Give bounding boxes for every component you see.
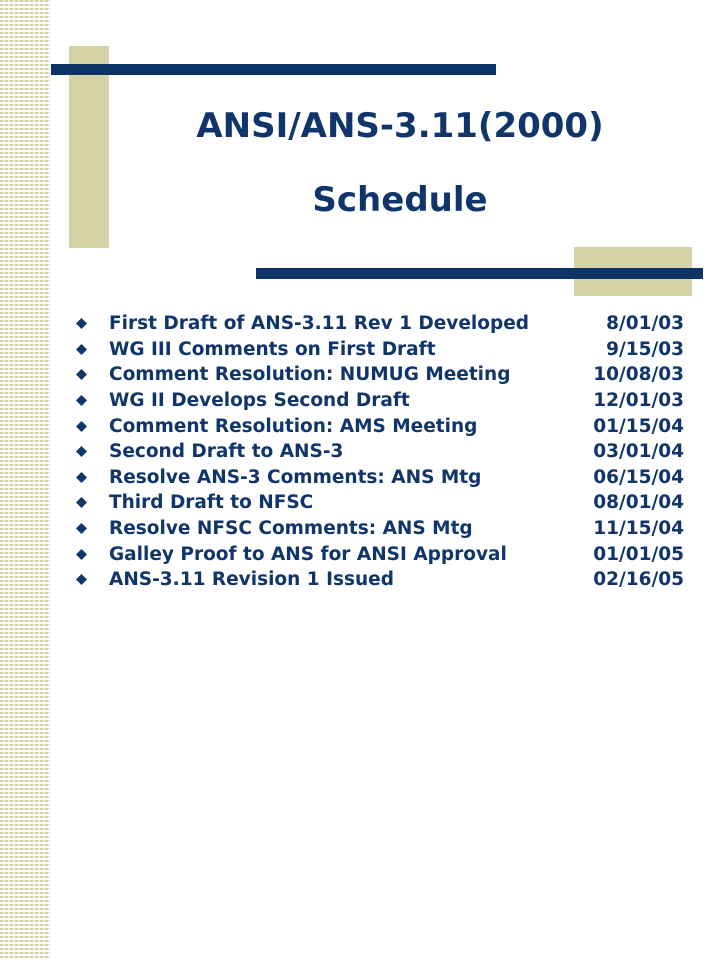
decorative-stripe-band xyxy=(0,0,50,960)
schedule-date: 08/01/04 xyxy=(593,492,684,514)
schedule-task: Third Draft to NFSC xyxy=(109,492,314,514)
diamond-bullet-icon xyxy=(76,395,87,406)
diamond-bullet-icon xyxy=(76,574,87,585)
schedule-task: WG II Develops Second Draft xyxy=(109,390,410,412)
diamond-bullet-icon xyxy=(76,523,87,534)
schedule-date: 02/16/05 xyxy=(593,569,684,591)
schedule-date: 12/01/03 xyxy=(593,390,684,412)
diamond-bullet-icon xyxy=(76,549,87,560)
schedule-item xyxy=(70,362,690,388)
schedule-date: 10/08/03 xyxy=(593,364,684,386)
schedule-date: 03/01/04 xyxy=(593,441,684,463)
diamond-bullet-icon xyxy=(76,421,87,432)
schedule-task: Galley Proof to ANS for ANSI Approval xyxy=(109,543,507,565)
schedule-task: ANS-3.11 Revision 1 Issued xyxy=(109,569,394,591)
schedule-task: Comment Resolution: NUMUG Meeting xyxy=(109,364,511,386)
schedule-item xyxy=(70,465,690,491)
schedule-item xyxy=(70,490,690,516)
schedule-item xyxy=(70,516,690,542)
schedule-list xyxy=(70,311,690,593)
schedule-item xyxy=(70,541,690,567)
schedule-date: 06/15/04 xyxy=(593,466,684,488)
schedule-task: First Draft of ANS-3.11 Rev 1 Developed xyxy=(109,313,529,335)
decorative-block-top xyxy=(69,46,109,248)
diamond-bullet-icon xyxy=(76,344,87,355)
schedule-task: Resolve NFSC Comments: ANS Mtg xyxy=(109,518,473,540)
slide-title: ANSI/ANS-3.11(2000) xyxy=(196,106,604,146)
diamond-bullet-icon xyxy=(76,318,87,329)
schedule-task: Second Draft to ANS-3 xyxy=(109,441,344,463)
schedule-item xyxy=(70,413,690,439)
schedule-date: 01/01/05 xyxy=(593,543,684,565)
diamond-bullet-icon xyxy=(76,446,87,457)
schedule-item xyxy=(70,439,690,465)
schedule-date: 9/15/03 xyxy=(606,338,684,360)
schedule-date: 01/15/04 xyxy=(593,415,684,437)
schedule-task: WG III Comments on First Draft xyxy=(109,338,436,360)
slide-subtitle: Schedule xyxy=(312,180,488,220)
schedule-item xyxy=(70,311,690,337)
diamond-bullet-icon xyxy=(76,472,87,483)
schedule-item xyxy=(70,567,690,593)
schedule-item xyxy=(70,388,690,414)
schedule-item xyxy=(70,337,690,363)
diamond-bullet-icon xyxy=(76,369,87,380)
decorative-line-top xyxy=(51,64,496,75)
diamond-bullet-icon xyxy=(76,497,87,508)
schedule-date: 11/15/04 xyxy=(593,518,684,540)
schedule-task: Comment Resolution: AMS Meeting xyxy=(109,415,478,437)
schedule-task: Resolve ANS-3 Comments: ANS Mtg xyxy=(109,466,482,488)
schedule-date: 8/01/03 xyxy=(606,313,684,335)
decorative-line-bottom xyxy=(256,268,703,279)
